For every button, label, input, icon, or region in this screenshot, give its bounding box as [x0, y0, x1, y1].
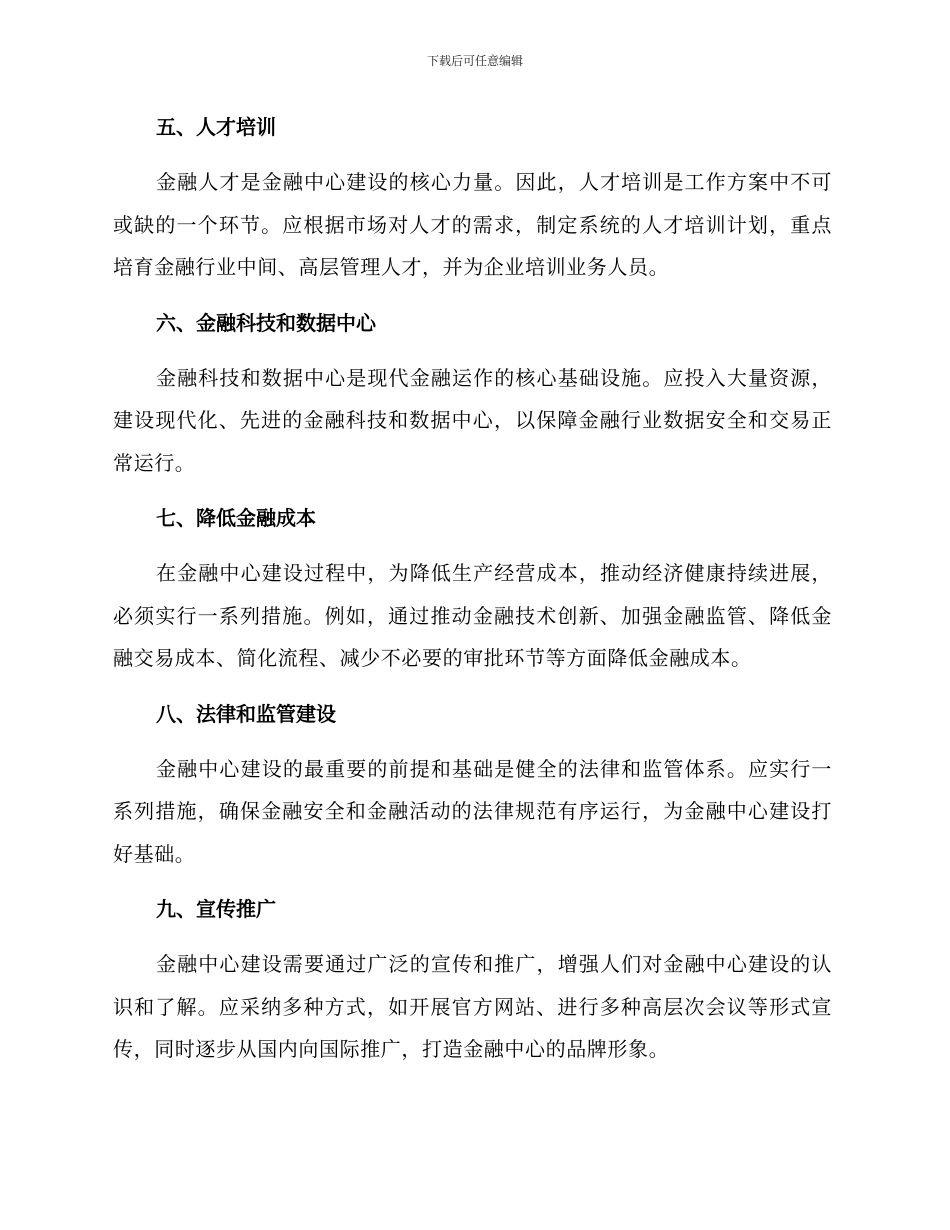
section-paragraph: 在金融中心建设过程中，为降低生产经营成本，推动经济健康持续进展，必须实行一系列措施。例如，通过推动金融技术创新、加强金融监管、降低金融交易成本、简化流程、减少不必要的审批环节等方面降低金融成本。 [113, 561, 832, 670]
document-content [113, 113, 832, 1091]
section-legal-regulation [113, 700, 832, 876]
section-talent-training [113, 113, 832, 289]
section-heading: 八、法律和监管建设 [156, 701, 336, 726]
section-heading: 五、人才培训 [156, 115, 276, 139]
section-paragraph: 金融中心建设需要通过广泛的宣传和推广，增强人们对金融中心建设的认识和了解。应采纳多种方式，如开展官方网站、进行多种高层次会议等形式宣传，同时逐步从国内向国际推广，打造金融中心的品牌形象。 [113, 952, 832, 1061]
section-heading: 七、降低金融成本 [156, 506, 316, 530]
section-fintech-data-center [113, 309, 832, 485]
section-heading: 六、金融科技和数据中心 [156, 310, 376, 335]
section-heading: 九、宣传推广 [156, 897, 276, 921]
section-reduce-cost [113, 504, 832, 680]
page-header: 下载后可任意编辑 [426, 54, 523, 68]
section-paragraph: 金融人才是金融中心建设的核心力量。因此，人才培训是工作方案中不可或缺的一个环节。应根据市场对人才的需求，制定系统的人才培训计划，重点培育金融行业中间、高层管理人才，并为企业培训业务人员。 [113, 170, 832, 279]
section-paragraph: 金融科技和数据中心是现代金融运作的核心基础设施。应投入大量资源，建设现代化、先进的金融科技和数据中心，以保障金融行业数据安全和交易正常运行。 [113, 365, 832, 475]
section-paragraph: 金融中心建设的最重要的前提和基础是健全的法律和监管体系。应实行一系列措施，确保金融安全和金融活动的法律规范有序运行，为金融中心建设打好基础。 [113, 756, 832, 866]
section-promotion [113, 895, 832, 1071]
